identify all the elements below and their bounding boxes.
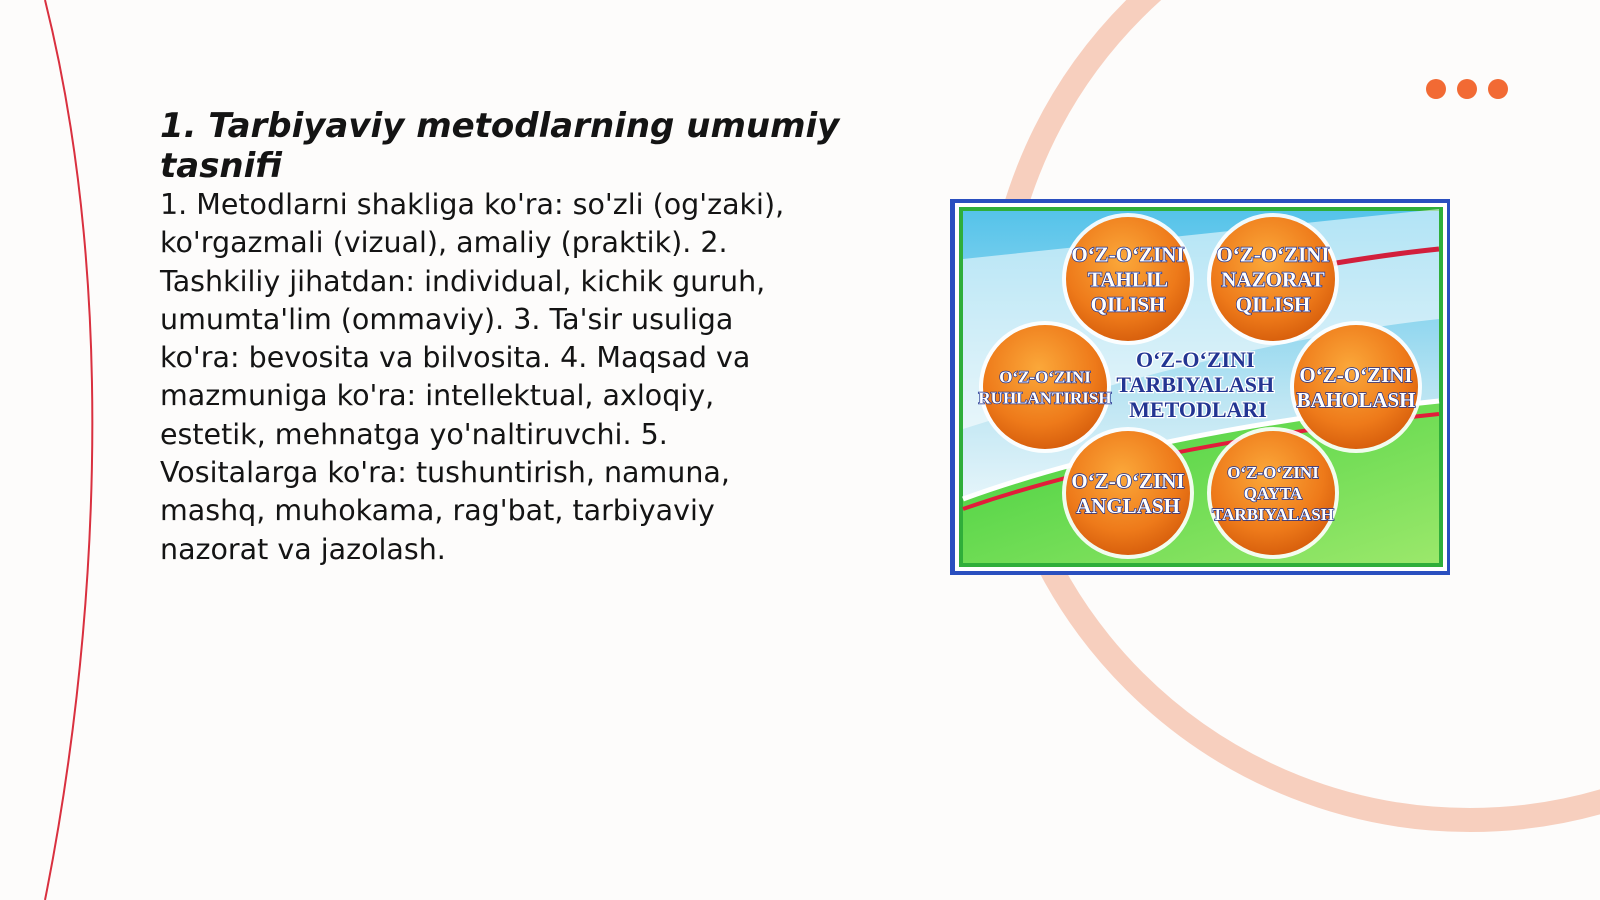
poster-circle-ruhlantirish (978, 321, 1111, 453)
poster-circle-label: O‘Z-O‘ZINI BAHOLASH (1296, 362, 1416, 412)
dot-icon (1426, 79, 1446, 99)
poster-circle-nazorat (1207, 213, 1339, 345)
poster-circle-label: O‘Z-O‘ZINI QAYTA TARBIYALASH (1212, 462, 1334, 524)
poster-circle-label: O‘Z-O‘ZINI NAZORAT QILISH (1216, 242, 1330, 317)
left-curve-line (45, 0, 92, 900)
poster-center-text: O‘Z-O‘ZINI TARBIYALASH METODLARI (1116, 347, 1275, 422)
poster-graphic (950, 199, 1450, 575)
poster-circle-qayta (1207, 427, 1339, 559)
slide-body-text: 1. Metodlarni shakliga ko'ra: so'zli (og'zaki), ko'rgazmali (vizual), amaliy (praktik). 2. Tashkiliy jihatdan: individual, kichik guruh, umumta'lim (ommaviy). 3. Ta'sir usuliga ko'ra: bevosita va bilvosita. 4. Maqsad va mazmuniga ko'ra: intellektual, axloqiy, estetik, mehnatga yo'naltiruvchi. 5. Vositalarga ko'ra: tushuntirish, namuna, mashq, muhokama, rag'bat, tarbiyaviy nazorat va jazolash. (160, 188, 785, 566)
methods-poster (950, 199, 1450, 575)
dot-icon (1457, 79, 1477, 99)
poster-circle-anglash (1062, 427, 1194, 559)
poster-circle-baholash (1290, 321, 1422, 453)
poster-circle-label: O‘Z-O‘ZINI ANGLASH (1071, 468, 1185, 518)
poster-circle-label: O‘Z-O‘ZINI TAHLIL QILISH (1071, 242, 1185, 317)
dot-icon (1488, 79, 1508, 99)
menu-dots (1426, 79, 1508, 99)
poster-circle-tahlil (1062, 213, 1194, 345)
slide-title: 1. Tarbiyaviy metodlarning umumiy tasnifi (160, 106, 840, 186)
poster-circle-label: O‘Z-O‘ZINI RUHLANTIRISH (978, 367, 1112, 408)
